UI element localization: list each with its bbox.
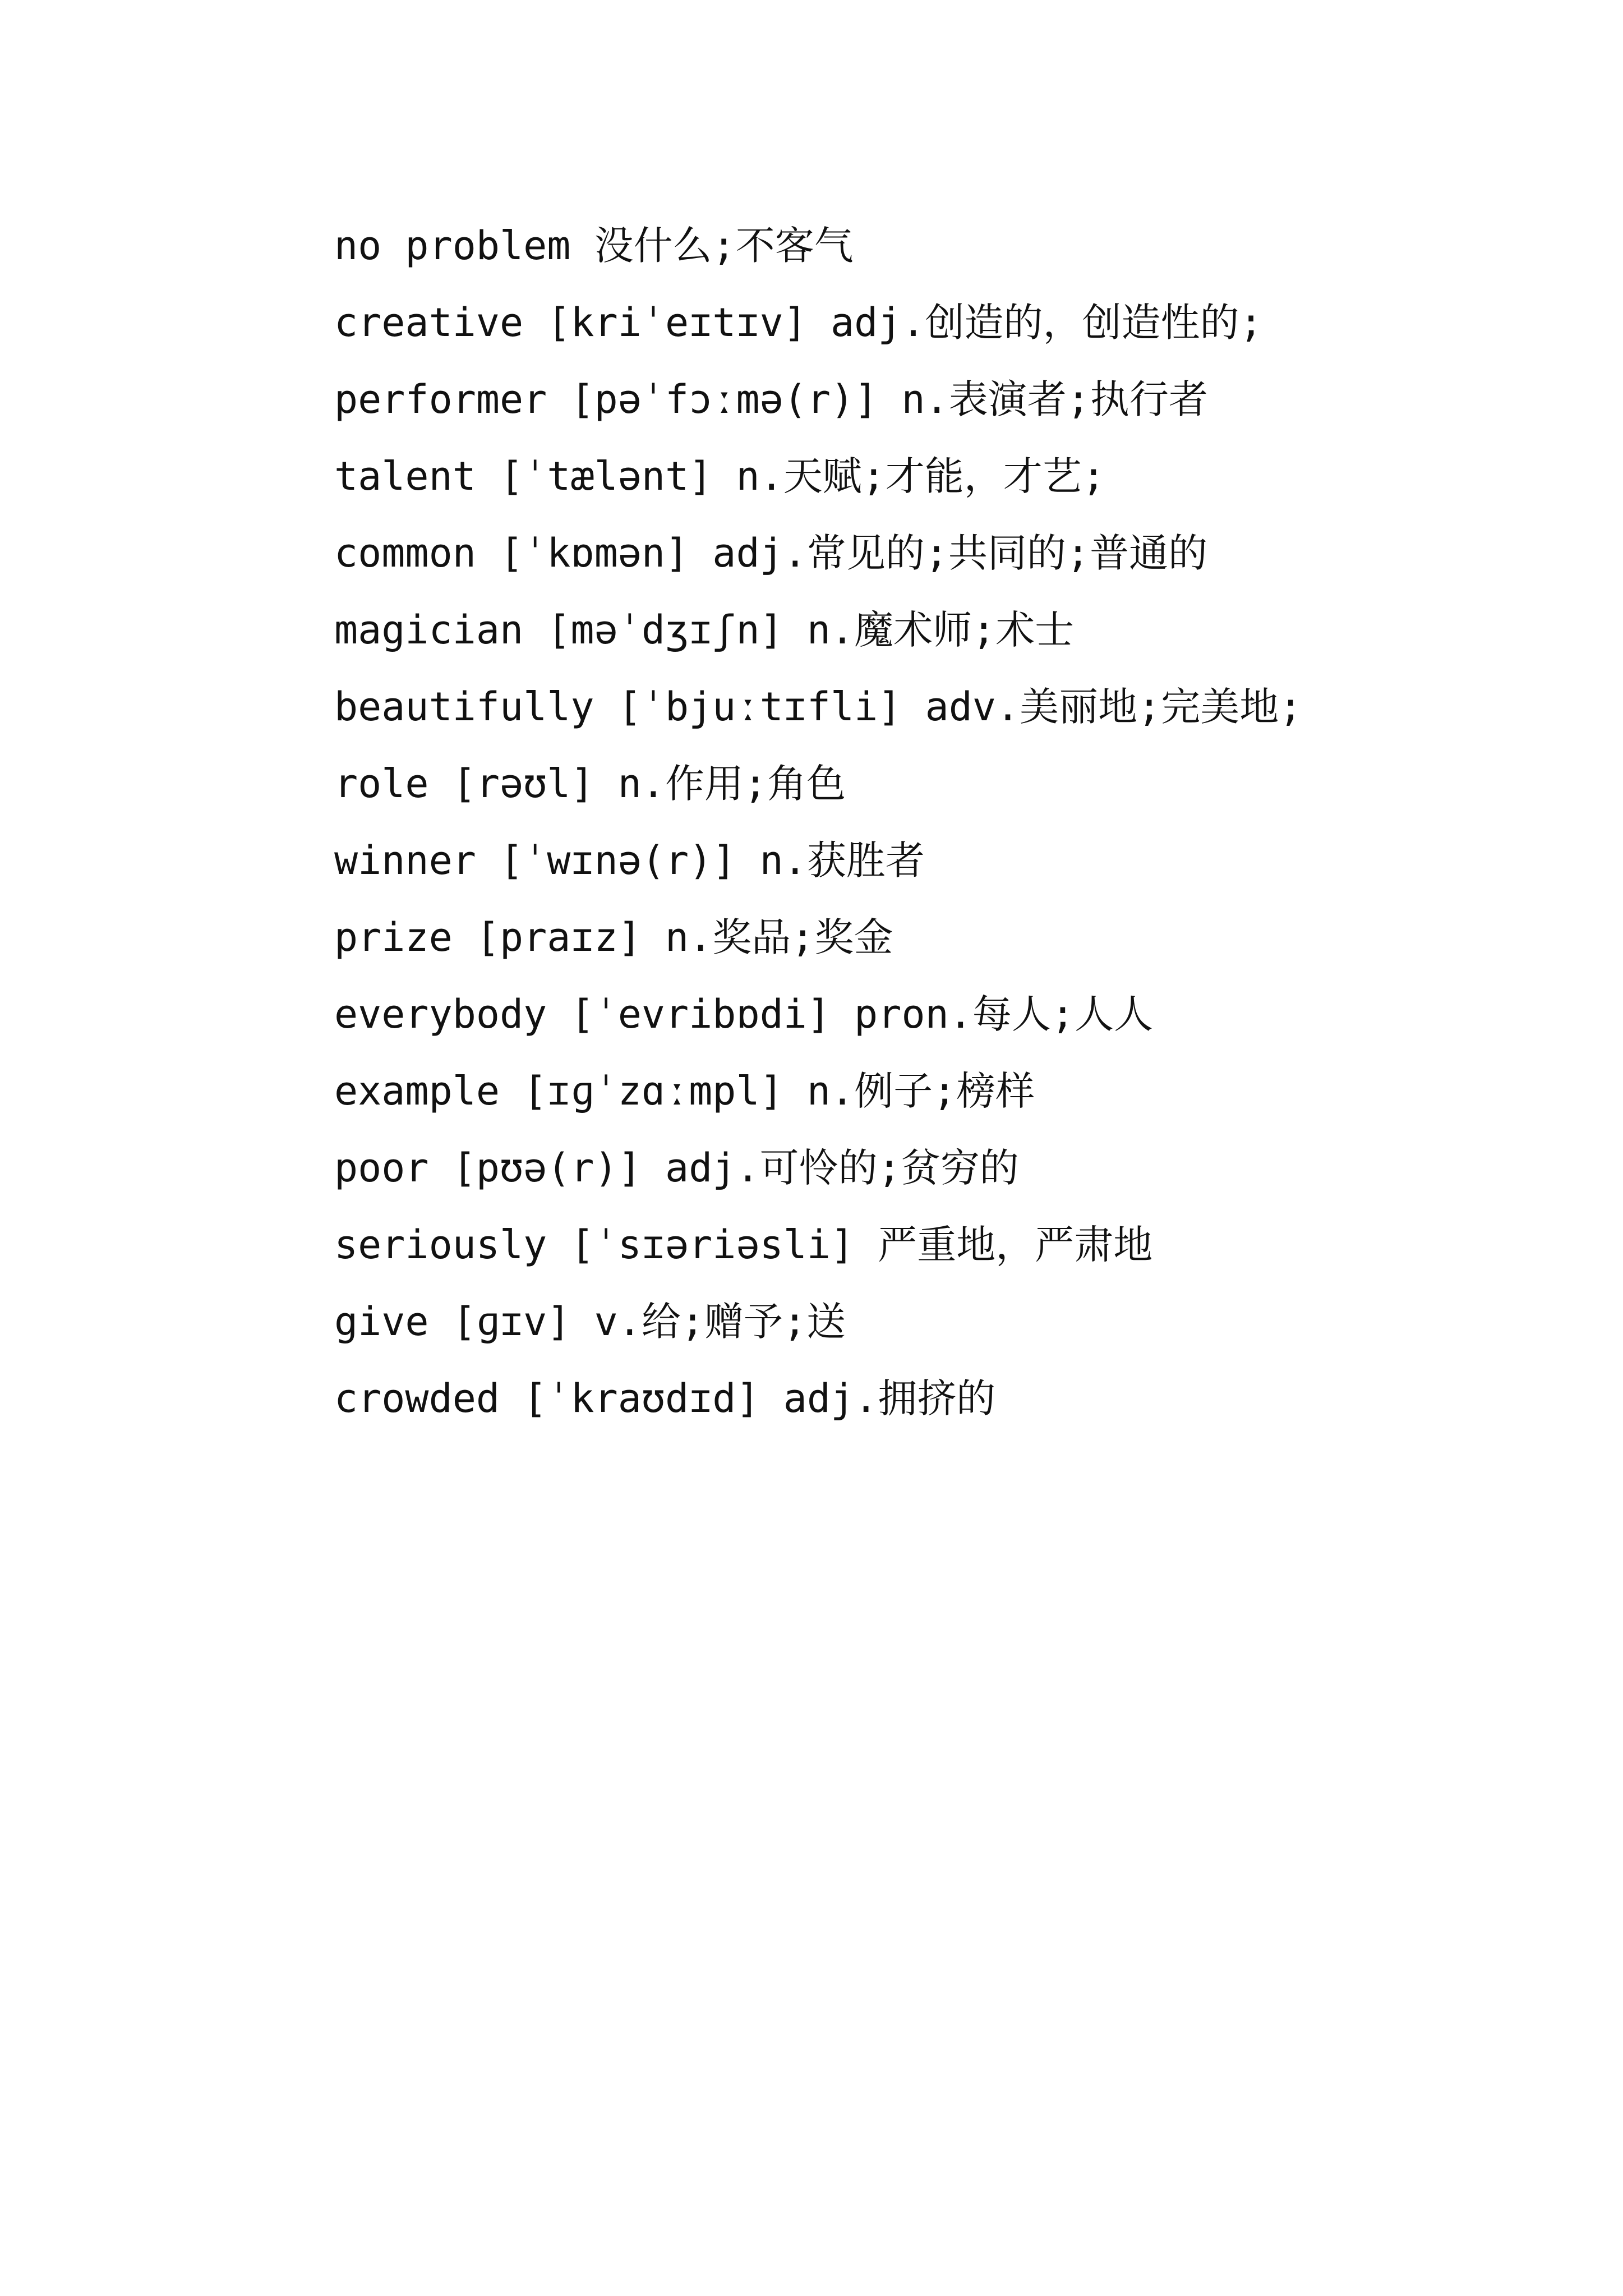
vocab-entry-prize: prize [praɪz] n.奖品;奖金 [334, 914, 893, 960]
vocabulary-list [334, 208, 1512, 1437]
vocab-entry-magician: magician [məˈdʒɪʃn] n.魔术师;术士 [334, 607, 1075, 653]
vocab-entry-give: give [ɡɪv] v.给;赠予;送 [334, 1299, 846, 1345]
vocab-entry-performer: performer [pəˈfɔːmə(r)] n.表演者;执行者 [334, 376, 1208, 422]
vocab-entry-role: role [rəʊl] n.作用;角色 [334, 761, 846, 807]
vocab-entry-crowded: crowded [ˈkraʊdɪd] adj.拥挤的 [334, 1375, 996, 1421]
vocab-entry-winner: winner [ˈwɪnə(r)] n.获胜者 [334, 838, 925, 884]
vocab-entry-everybody: everybody [ˈevribɒdi] pron.每人;人人 [334, 991, 1154, 1037]
vocab-entry-talent: talent [ˈtælənt] n.天赋;才能，才艺; [334, 453, 1106, 499]
vocab-entry-seriously: seriously [ˈsɪəriəsli] 严重地，严肃地 [334, 1222, 1153, 1268]
vocab-entry-common: common [ˈkɒmən] adj.常见的;共同的;普通的 [334, 530, 1208, 576]
vocab-entry-poor: poor [pʊə(r)] adj.可怜的;贫穷的 [334, 1145, 1019, 1191]
vocab-entry-example: example [ɪɡˈzɑːmpl] n.例子;榜样 [334, 1068, 1035, 1114]
vocab-entry-beautifully: beautifully [ˈbjuːtɪfli] adv.美丽地;完美地; [334, 684, 1303, 730]
vocab-entry-creative: creative [kriˈeɪtɪv] adj.创造的，创造性的; [334, 300, 1263, 346]
vocab-entry-no-problem: no problem 没什么;不客气 [334, 223, 854, 269]
